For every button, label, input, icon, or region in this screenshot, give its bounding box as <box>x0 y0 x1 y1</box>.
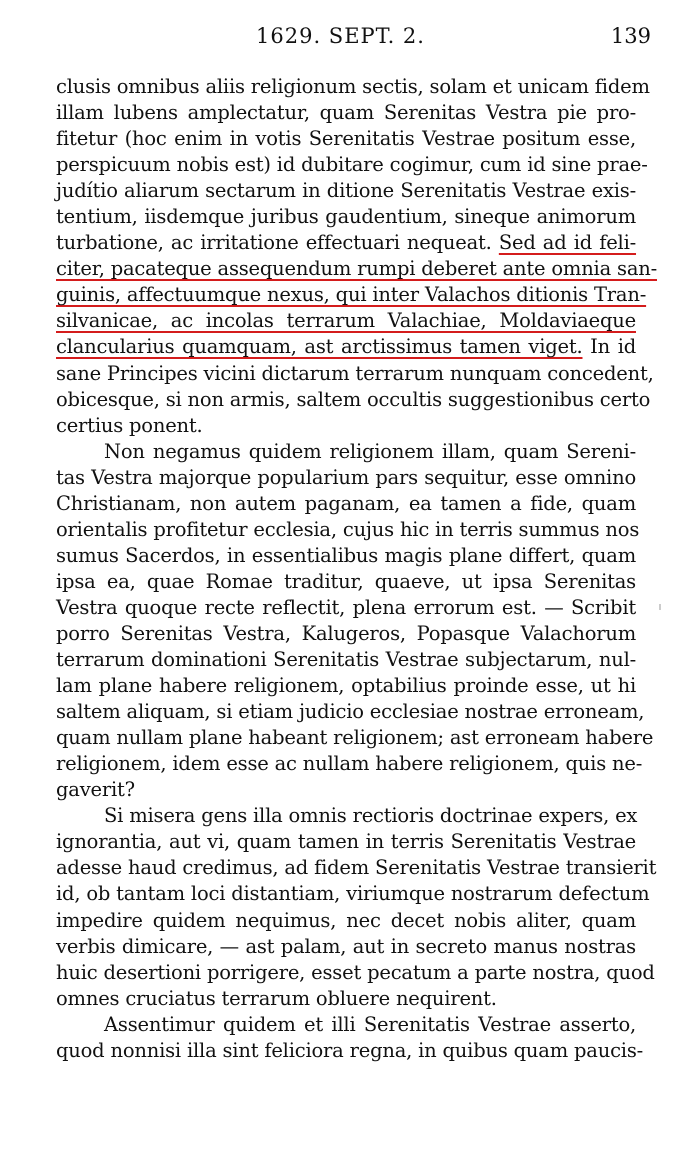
underlined-passage: citer, pacateque assequendum rumpi deberet ante omnia san- <box>56 257 657 281</box>
margin-mark <box>659 604 661 610</box>
text-line: verbis dimicare, — ast palam, aut in secreto manus nostras <box>56 934 636 958</box>
text-segment: turbatione, ac irritatione effectuari nequeat. <box>56 231 492 255</box>
text-line: clusis omnibus aliis religionum sectis, solam et unicam fidem <box>56 75 650 98</box>
paragraph-first-line: Si misera gens illa omnis rectioris doctrinae expers, ex <box>104 804 638 828</box>
text-line: certius ponent. <box>56 413 203 437</box>
text-line: sane Principes vicini dictarum terrarum nunquam concedent, <box>56 361 654 385</box>
text-line: fitetur (hoc enim in votis Serenitatis Vestrae positum esse, <box>56 127 636 151</box>
text-line: orientalis profitetur ecclesia, cujus hic in terris summus nos <box>56 517 640 541</box>
text-line: gaverit? <box>56 778 135 802</box>
text-line: illam lubens amplectatur, quam Serenitas Vestra pie pro- <box>56 101 636 125</box>
text-line: impedire quidem nequimus, nec decet nobis aliter, quam <box>56 908 636 932</box>
text-line: quod nonnisi illa sint feliciora regna, in quibus quam paucis- <box>56 1038 644 1062</box>
text-line: Vestra quoque recte reflectit, plena errorum est. — Scribit <box>56 595 636 619</box>
text-line: judítio aliarum sectarum in ditione Serenitatis Vestrae exis- <box>56 179 636 203</box>
paragraph-first-line: Non negamus quidem religionem illam, quam Sereni- <box>104 439 636 463</box>
text-line: porro Serenitas Vestra, Kalugeros, Popasque Valachorum <box>56 621 636 645</box>
underlined-passage: silvanicae, ac incolas terrarum Valachiae, Moldaviaeque <box>56 309 636 333</box>
text-line: adesse haud credimus, ad fidem Serenitatis Vestrae transierit <box>56 856 657 880</box>
text-line: lam plane habere religionem, optabilius proinde esse, ut hi <box>56 674 636 698</box>
text-line: religionem, idem esse ac nullam habere religionem, quis ne- <box>56 752 643 776</box>
running-head <box>0 22 681 52</box>
body-text <box>56 74 657 1064</box>
text-line: tentium, iisdemque juribus gaudentium, sineque animorum <box>56 205 636 229</box>
text-line: ipsa ea, quae Romae traditur, quaeve, ut ipsa Serenitas <box>56 569 636 593</box>
text-line <box>56 282 647 308</box>
text-line: perspicuum nobis est) id dubitare cogimur, cum id sine prae- <box>56 153 648 177</box>
text-line <box>56 230 636 256</box>
text-line: id, ob tantam loci distantiam, viriumque nostrarum defectum <box>56 882 650 906</box>
text-line: huic desertioni porrigere, esset pecatum a parte nostra, quod <box>56 960 655 984</box>
text-line <box>56 308 636 334</box>
text-line: terrarum dominationi Serenitatis Vestrae subjectarum, nul- <box>56 648 636 672</box>
text-line: omnes cruciatus terrarum obluere nequirent. <box>56 986 497 1010</box>
text-segment: In id <box>590 335 637 359</box>
underlined-passage: Sed ad id feli- <box>498 231 637 255</box>
page-number: 139 <box>610 24 651 48</box>
text-line: quam nullam plane habeant religionem; ast erroneam habere <box>56 726 654 750</box>
text-line: obicesque, si non armis, saltem occultis suggestionibus certo <box>56 387 651 411</box>
text-line <box>56 256 657 282</box>
text-line: saltem aliquam, si etiam judicio ecclesiae nostrae erroneam, <box>56 700 645 724</box>
text-line: Christianam, non autem paganam, ea tamen a fide, quam <box>56 491 636 515</box>
text-line <box>56 334 636 360</box>
text-line: sumus Sacerdos, in essentialibus magis plane differt, quam <box>56 543 636 567</box>
running-title: 1629. SEPT. 2. <box>256 24 425 48</box>
text-line: ignorantia, aut vi, quam tamen in terris Serenitatis Vestrae <box>56 830 636 854</box>
underlined-passage: clancularius quamquam, ast arctissimus tamen viget. <box>56 335 583 359</box>
underlined-passage: guinis, affectuumque nexus, qui inter Valachos ditionis Tran- <box>56 283 647 307</box>
text-line: tas Vestra majorque popularium pars sequitur, esse omnino <box>56 465 636 489</box>
paragraph-first-line: Assentimur quidem et illi Serenitatis Vestrae asserto, <box>104 1012 636 1036</box>
